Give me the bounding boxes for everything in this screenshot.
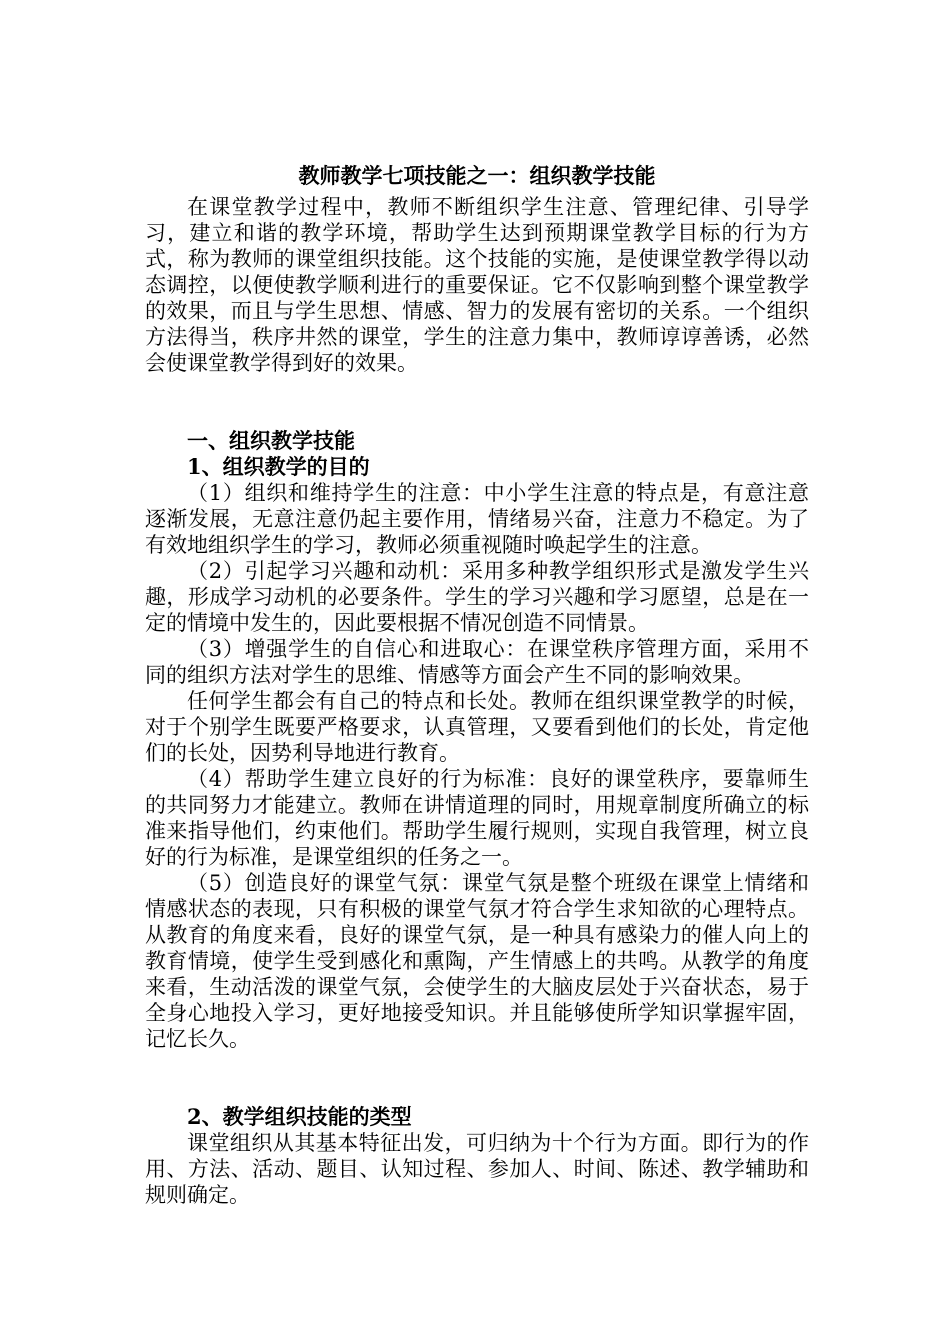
document-title: 教师教学七项技能之一：组织教学技能 [298, 163, 656, 188]
spacer [145, 376, 809, 428]
intro-paragraph: 在课堂教学过程中，教师不断组织学生注意、管理纪律、引导学习，建立和谐的教学环境，帮助学生达到预期课堂教学目标的行为方式，称为教师的课堂组织技能。这个技能的实施，是使课堂教学得以动态调控，以便使教学顺利进行的重要保证。它不仅影响到整个课堂教学的效果，而且与学生思想、情感、智力的发展有密切的关系。一个组织方法得当，秩序井然的课堂，学生的注意力集中，教师谆谆善诱，必然会使课堂教学得到好的效果。 [145, 195, 809, 375]
point-paragraph: （4）帮助学生建立良好的行为标准：良好的课堂秩序，要靠师生的共同努力才能建立。教师在讲情道理的同时，用规章制度所确立的标准来指导他们，约束他们。帮助学生履行规则，实现自我管理，树立良好的行为标准，是课堂组织的任务之一。 [145, 767, 809, 869]
point-paragraph: （5）创造良好的课堂气氛：课堂气氛是整个班级在课堂上情绪和情感状态的表现，只有积极的课堂气氛才符合学生求知欲的心理特点。从教育的角度来看，良好的课堂气氛，是一种具有感染力的催人向上的教育情境，使学生受到感化和熏陶，产生情感上的共鸣。从教学的角度来看，生动活泼的课堂气氛，会使学生的大脑皮层处于兴奋状态，易于全身心地投入学习，更好地接受知识。并且能够使所学知识掌握牢固，记忆长久。 [145, 871, 809, 1051]
point-paragraph: 任何学生都会有自己的特点和长处。教师在组织课堂教学的时候，对于个别学生既要严格要求，认真管理，又要看到他们的长处，肯定他们的长处，因势利导地进行教育。 [145, 689, 809, 765]
section-heading: 一、组织教学技能 [187, 428, 355, 453]
spacer [145, 1052, 809, 1104]
types-paragraph: 课堂组织从其基本特征出发，可归纳为十个行为方面。即行为的作用、方法、活动、题目、认知过程、参加人、时间、陈述、教学辅助和规则确定。 [145, 1131, 809, 1207]
subsection-heading: 1、组织教学的目的 [187, 454, 370, 479]
point-paragraph: （3）增强学生的自信心和进取心：在课堂秩序管理方面，采用不同的组织方法对学生的思维、情感等方面会产生不同的影响效果。 [145, 637, 809, 687]
document-page [145, 162, 809, 1208]
point-paragraph: （1）组织和维持学生的注意：中小学生注意的特点是，有意注意逐渐发展，无意注意仍起主要作用，情绪易兴奋，注意力不稳定。为了有效地组织学生的学习，教师必须重视随时唤起学生的注意。 [145, 481, 809, 557]
point-paragraph: （2）引起学习兴趣和动机：采用多种教学组织形式是激发学生兴趣，形成学习动机的必要条件。学生的学习兴趣和学习愿望，总是在一定的情境中发生的，因此要根据不情况创造不同情景。 [145, 559, 809, 635]
subsection-heading: 2、教学组织技能的类型 [187, 1104, 412, 1129]
